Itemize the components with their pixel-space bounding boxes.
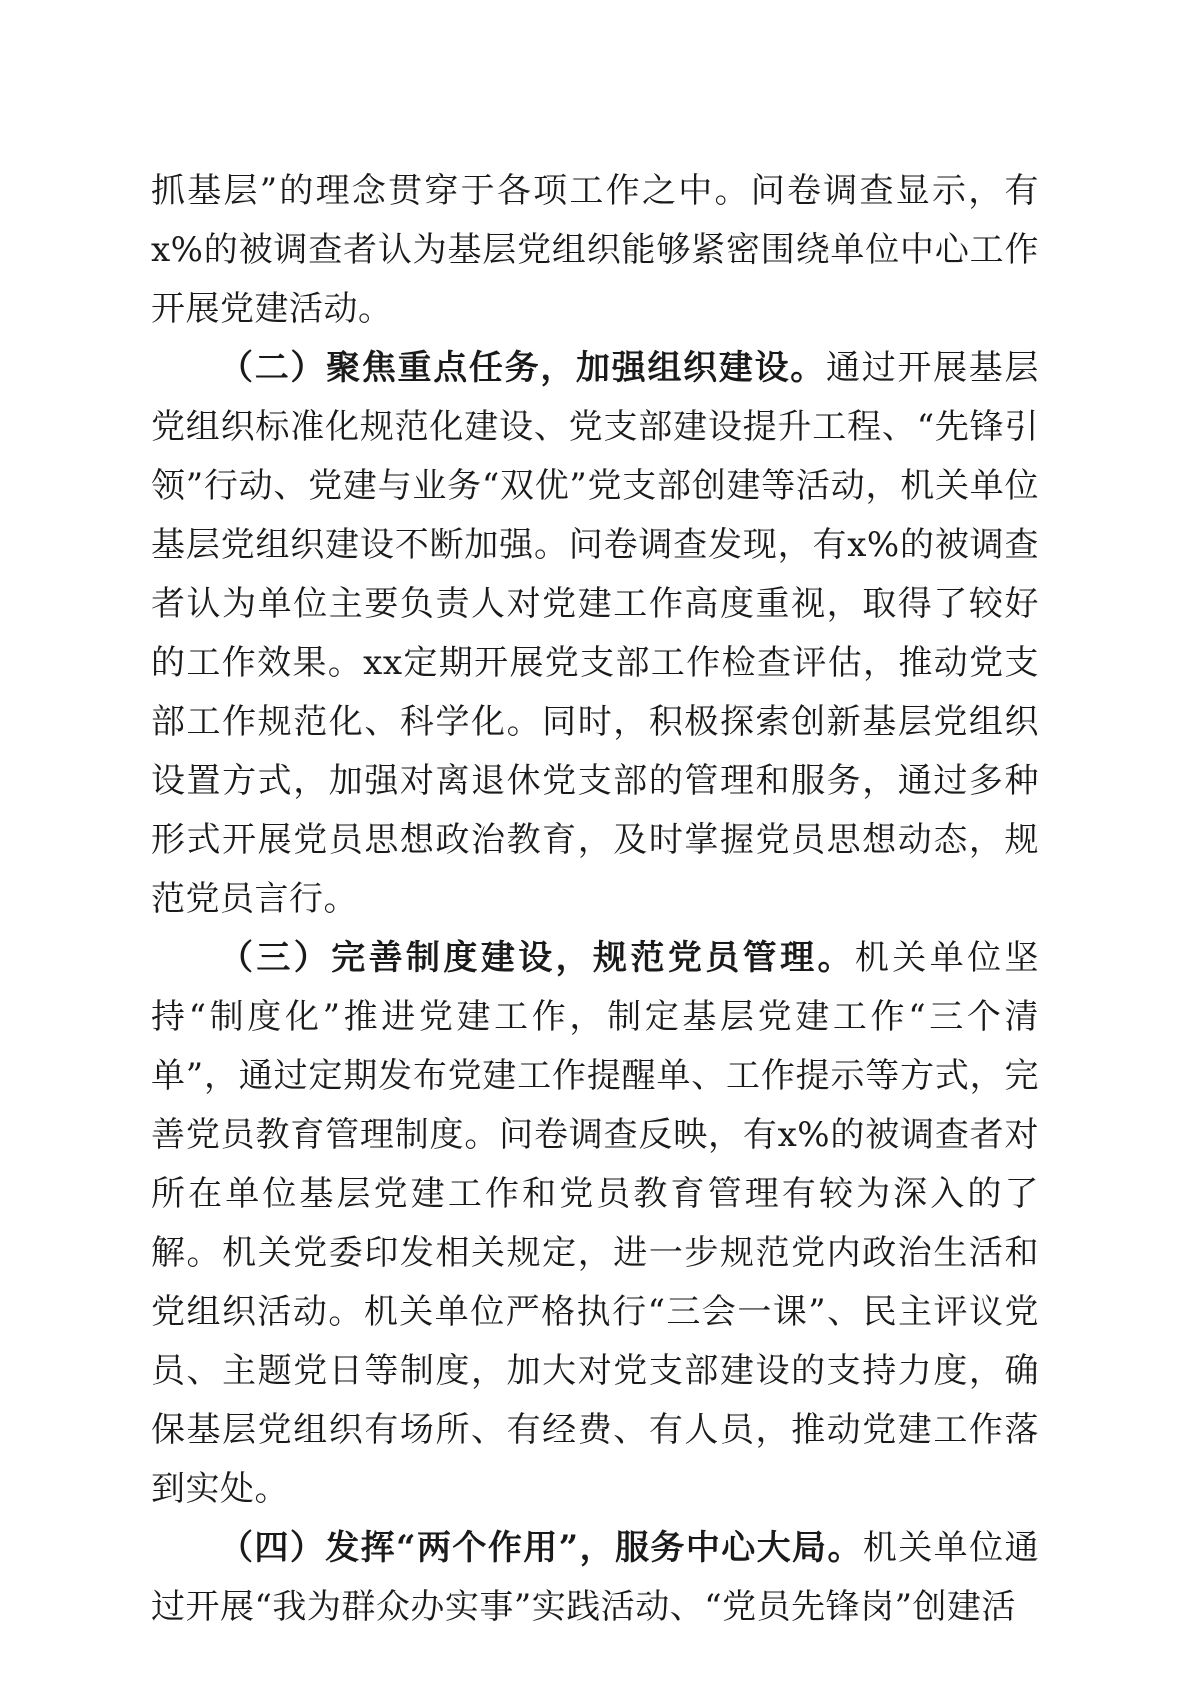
paragraph-section-3 [151, 929, 1039, 1519]
paragraph-body: 机关单位通过开展“我为群众办实事”实践活动、“党员先锋岗”创建活 [151, 1528, 1039, 1627]
document-page [151, 162, 1039, 1637]
paragraph-body: 机关单位坚持“制度化”推进党建工作，制定基层党建工作“三个清单”，通过定期发布党建工作提醒单、工作提示等方式，完善党员教育管理制度。问卷调查反映，有x%的被调查者对所在单位基层党建工作和党员教育管理有较为深入的了解。机关党委印发相关规定，进一步规范党内政治生活和党组织活动。机关单位严格执行“三会一课”、民主评议党员、主题党日等制度，加大对党支部建设的支持力度，确保基层党组织有场所、有经费、有人员，推动党建工作落到实处。 [151, 938, 1040, 1509]
paragraph-body: 通过开展基层党组织标准化规范化建设、党支部建设提升工程、“先锋引领”行动、党建与业务“双优”党支部创建等活动，机关单位基层党组织建设不断加强。问卷调查发现，有x%的被调查者认为单位主要负责人对党建工作高度重视，取得了较好的工作效果。xx定期开展党支部工作检查评估，推动党支部工作规范化、科学化。同时，积极探索创新基层党组织设置方式，加强对离退休党支部的管理和服务，通过多种形式开展党员思想政治教育，及时掌握党员思想动态，规范党员言行。 [151, 348, 1040, 919]
paragraph-continuation [151, 162, 1039, 339]
paragraph-section-4 [151, 1519, 1039, 1637]
section-heading: （三）完善制度建设，规范党员管理。 [219, 938, 855, 978]
paragraph-section-2 [151, 339, 1039, 929]
section-heading: （四）发挥“两个作用”，服务中心大局。 [219, 1528, 863, 1568]
section-heading: （二）聚焦重点任务，加强组织建设。 [219, 348, 826, 388]
paragraph-body: 抓基层”的理念贯穿于各项工作之中。问卷调查显示，有x%的被调查者认为基层党组织能够紧密围绕单位中心工作开展党建活动。 [151, 171, 1039, 329]
